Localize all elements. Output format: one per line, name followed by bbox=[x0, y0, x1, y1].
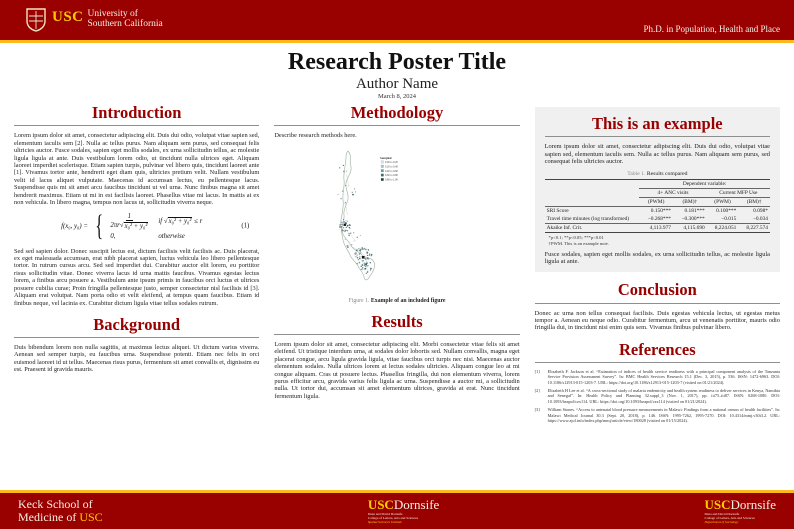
column-left bbox=[14, 102, 259, 379]
university-name: University of Southern California bbox=[87, 9, 163, 29]
example-highlight-block bbox=[535, 107, 780, 272]
references-heading: References bbox=[618, 339, 696, 359]
poster-author: Author Name bbox=[355, 76, 439, 93]
table-subcol: (PWM) bbox=[707, 197, 739, 206]
equation-lhs: f(x₀, y₀) = bbox=[61, 222, 88, 230]
heading-rule bbox=[535, 303, 780, 304]
example-paragraph-1: Lorem ipsum dolor sit amet, consectetur adipiscing elit. Duis dui odio, volutpat vitae sapien sed, elementum iaculis sem. Nulla ac tellus purus. Nam aliquam sem purus, sed consequat felis ultricies auctor. bbox=[544, 143, 770, 166]
heading-rule bbox=[535, 362, 780, 363]
table-note-pwm: †PWM. This is an example note. bbox=[548, 240, 609, 246]
heading-rule bbox=[14, 337, 259, 338]
conclusion-heading: Conclusion bbox=[617, 280, 697, 300]
intro-paragraph-1: Lorem ipsum dolor sit amet, consectetur adipiscing elit. Duis dui odio, volutpat vitae sapien sed, elementum iaculis sem [2]. Nulla ac tellus purus. Nam aliquam sem purus, sed consequat felis ultricies auctor. Fusce sodales, sapien eget mollis sodales, ex urna sollicitudin tellus, ac molestie ligula ligula at ante. Duis vestibulum lorem odio, ut tincidunt nulla ultrices eget. Aliquam laoreet imperdiet scelerisque. Etiam sapien turpis, pulvinar vel libero quis, tincidunt laoreet ante [1]. Vivamus tortor ante, hendrerit eget diam quis, ultricies pretium velit. Nullam vestibulum velit id lacus aliquet vulputate. Maecenas id accumsan lectus, eu pellentesque lacus. Suspendisse quis mi sit amet arcu faucibus tincidunt ut vel urna. Nunc finibus magna sit amet hendrerit maximus. Etiam ut mi in est facilisis laoreet. Phasellus vitae mi lacus. In mattis at ex non vehicula. In libero magna, tempus non lacus ut, sollicitudin viverra neque. bbox=[14, 132, 260, 207]
equation-1 bbox=[14, 209, 250, 243]
background-heading: Background bbox=[93, 314, 181, 334]
dornsife-logo-center: USCDornsife Dana and David Dornsife College of Letters, Arts and Sciences Spatial Sciences Institute bbox=[367, 496, 440, 525]
equation-number: (1) bbox=[241, 222, 250, 230]
usc-wordmark bbox=[52, 10, 163, 30]
svg-text:0.40 to 0.60: 0.40 to 0.60 bbox=[384, 169, 398, 173]
keck-logo: Keck School of Medicine of USC bbox=[18, 497, 103, 524]
figure-caption bbox=[274, 298, 519, 304]
figure-caption-text: Example of an included figure bbox=[370, 297, 446, 304]
usc-monogram-text: USC bbox=[52, 9, 84, 26]
program-name: Ph.D. in Population, Health and Place bbox=[643, 24, 780, 34]
table-caption-text: Results compared bbox=[646, 170, 688, 177]
results-heading: Results bbox=[371, 311, 423, 331]
table-subcol: (PWM) bbox=[639, 197, 673, 206]
dornsife-logo-right: USCDornsife Dana and David Dornsife College of Letters, Arts and Sciences Department of Sociology bbox=[704, 496, 776, 525]
reference-item: [1] Elizabeth F. Jackson et al. “Estimation of indices of health service readiness with a principal component analysis of the Tanzania Service Provision Assessment Survey”. In: BMC Health Services Research 15.1 (Dec. 3, 2015), p. 536. ISSN: 1472-6963. DOI: 10.1186/s12913-015-1203-7. URL: https://doi.org/10.1186/s12913-015-1203-7 (visited on 01/21/2024). bbox=[534, 368, 780, 385]
table-row: Akaike Inf. Crit. 4,113.977 4,115.690 8,224.051 8,227.574 bbox=[546, 224, 768, 231]
header-bar bbox=[0, 0, 794, 43]
svg-text:0.00 to 0.20: 0.00 to 0.20 bbox=[384, 160, 398, 164]
table-row: SRI Score 0.150*** 0.181*** 0.100*** 0.098* bbox=[546, 207, 768, 214]
reference-item: [3] William Stones. “Access to antenatal blood pressure measurements in Malawi: Findings from a national census of health facilities”. In: Malawi Medical Journal 30.3 (Sept. 20, 2018), p. 146. ISSN: 1995-7262, 1995-7270. DOI: 10.4314/mmj.v30i3.2. URL: https://www.ajol.info/index.php/mmj/article/view/180028 (visited on 01/15/2024). bbox=[534, 407, 780, 424]
example-paragraph-2: Fusce sodales, sapien eget mollis sodales, ex urna sollicitudin tellus, ac molestie ligula ligula at ante. bbox=[544, 250, 770, 265]
references-list bbox=[535, 369, 780, 424]
poster-date: March 8, 2024 bbox=[377, 93, 417, 101]
equation-cases bbox=[110, 213, 202, 240]
heading-rule bbox=[545, 136, 770, 137]
methodology-paragraph: Describe research methods here. bbox=[274, 132, 357, 140]
column-middle bbox=[274, 102, 519, 405]
svg-text:0.60 to 0.80: 0.60 to 0.80 bbox=[384, 173, 398, 177]
heading-rule bbox=[274, 334, 519, 335]
equation-fraction: 1 2πr √ x₀² + y₀² bbox=[110, 212, 148, 230]
usc-brand bbox=[0, 0, 163, 40]
table-caption-label: Table 1. bbox=[627, 170, 646, 177]
background-paragraph: Duis bibendum lorem non nulla sagittis, at maximus lectus aliquet. Ut dictum varius viverra. Aenean sed semper turpis, eu faucibus urna. Suspendisse potenti. Etiam nec felis in orci euismod laoreet id ut tellus. Maecenas risus purus, fermentum sit amet convallis et, dignissim eu est. Praesent id gravida mauris. bbox=[14, 344, 260, 374]
table-note-significance: *p<0.1; **p<0.05; ***p<0.01 bbox=[548, 234, 604, 240]
results-paragraph: Lorem ipsum dolor sit amet, consectetur adipiscing elit. Morbi consectetur vitae felis sit amet eleifend. Ut tristique interdum urna, at sodales dolor lobortis sed. Nullam convallis, magna eget placerat congue, arcu ligula gravida ligula, vitae faucibus orci turpis nec nisi. Maecenas auctor elementum sodales. Nulla ultrices lorem at lectus sodales ultricies. Aliquam congue leo at mi congue aliquam. Cras ut posuere lectus. Phasellus fringilla, dui non elementum viverra, lorem purus efficitur arcu, gravida varius felis ligula ac urna. Suspendisse a auctor mi, a sollicitudin nulla. Ut tortor dui, accumsan sit amet elementum ultrices, gravida at erat. Nunc tincidunt fermentum ligula. bbox=[274, 340, 520, 400]
reference-item: [2] Elizabeth H Lee et al. “A cross-sectional study of malaria endemicity and health system readiness to deliver services in Kenya, Namibia and Senegal”. In: Health Policy and Planning 32.suppl_3 (Nov. 1, 2017), pp. iii75–iii87. ISSN: 0268-1080. DOI: 10.1093/heapol/czx114. URL: https://doi.org/10.1093/heapol/czx114 (visited on 01/21/2024). bbox=[534, 387, 780, 404]
svg-text:Sampled: Sampled bbox=[379, 155, 392, 160]
svg-text:0.80 to 1.00: 0.80 to 1.00 bbox=[384, 178, 398, 182]
intro-heading: Introduction bbox=[91, 103, 182, 123]
usc-shield-icon bbox=[26, 8, 46, 32]
conclusion-paragraph: Donec ac urna non tellus consequat facilisis. Duis egestas vehicula lectus, ut egestas metus tempor a. Aenean eu neque odio. Curabitur fermentum, arcu ut venenatis porttitor, mauris odio fringilla dui, in tincidunt nisi enim quis sem. Vivamus finibus pulvinar libero. bbox=[534, 309, 780, 332]
equation-condition-2: otherwise bbox=[158, 232, 185, 240]
heading-rule bbox=[274, 125, 519, 126]
figure-1 bbox=[274, 145, 519, 304]
table-subcol: (BM)† bbox=[673, 197, 707, 206]
footer-bar bbox=[0, 490, 794, 529]
brace-glyph: { bbox=[95, 209, 104, 243]
malawi-map-figure bbox=[297, 145, 497, 291]
table-subcol: (BM)† bbox=[738, 197, 770, 206]
table-group-2: Current MFP Use bbox=[707, 188, 770, 197]
figure-caption-label: Figure 1. bbox=[348, 297, 370, 304]
example-heading: This is an example bbox=[591, 114, 723, 134]
column-right bbox=[535, 102, 780, 426]
poster-columns bbox=[0, 100, 794, 494]
results-table bbox=[545, 179, 770, 233]
table-row: Travel time minutes (log transformed) −0.268*** −0.300*** −0.015 −0.034 bbox=[546, 215, 768, 222]
equation-zero: 0, bbox=[110, 232, 116, 240]
heading-rule bbox=[14, 125, 259, 126]
table-caption bbox=[545, 171, 770, 177]
intro-paragraph-2: Sed sed sapien dolor. Donec suscipit lectus est, dictum facilisis velit facilisis ac. Duis placerat, ex eget malesuada accumsan, erat nibh placerat sapien, luctus vehicula leo libero pellentesque tortor. In rutrum cursus arcu. Sed sed imperdiet dui. Curabitur auctor elit lorem, eu porttitor risus sollicitudin vitae. Donec viverra lacus id urna mattis faucibus. Vivamus egestas lectus lorem, a finibus arcu posuere a. Vestibulum ante ipsum primis in faucibus orci luctus et ultrices posuere cubilia curae; Proin fringilla pellentesque justo, semper consectetur nisl facilisis id [3]. Aliquam erat volutpat. Nam porta odio et velit eleifend, at tempus quam faucibus. Etiam id finibus neque, vel lacinia ex. Curabitur dictum ligula vitae tellus sodales rutrum. bbox=[14, 247, 260, 307]
equation-condition-1: if √x₀² + y₀² ≤ r bbox=[158, 217, 203, 225]
table-dependent-variable: Dependent variable: bbox=[639, 179, 770, 188]
svg-text:0.20 to 0.40: 0.20 to 0.40 bbox=[384, 165, 398, 169]
poster-title: Research Poster Title bbox=[287, 49, 507, 75]
map-legend bbox=[380, 156, 398, 182]
methodology-heading: Methodology bbox=[350, 103, 444, 123]
table-group-1: 4+ ANC visits bbox=[639, 188, 706, 197]
table-notes bbox=[549, 235, 770, 247]
